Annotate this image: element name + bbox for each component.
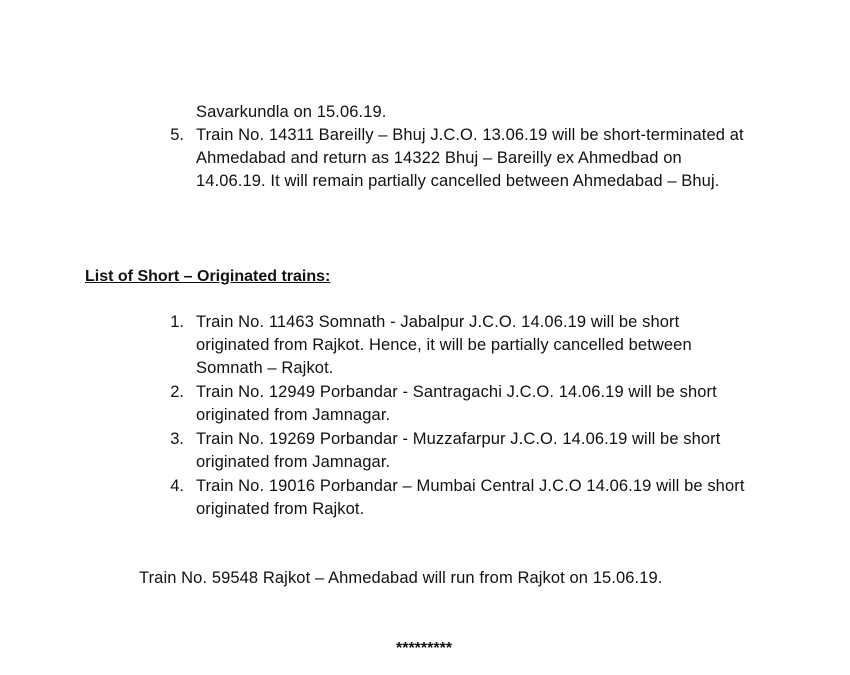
list-item-number: 1.	[170, 313, 184, 331]
list-item-number: 3.	[170, 430, 184, 448]
list-item-line: originated from Jamnagar.	[196, 406, 391, 424]
list-item-line: originated from Rajkot. Hence, it will be partially cancelled between	[196, 336, 692, 354]
list-item-line: originated from Rajkot.	[196, 500, 365, 518]
end-marker: *********	[396, 640, 453, 657]
continued-item-line: Savarkundla on 15.06.19.	[196, 103, 387, 121]
list-item-line: Train No. 14311 Bareilly – Bhuj J.C.O. 13.06.19 will be short-terminated at	[196, 126, 744, 144]
list-item-line: Train No. 19269 Porbandar - Muzzafarpur J.C.O. 14.06.19 will be short	[196, 430, 721, 448]
list-item-line: Somnath – Rajkot.	[196, 359, 334, 377]
list-item-line: 14.06.19. It will remain partially cancelled between Ahmedabad – Bhuj.	[196, 172, 720, 190]
section-heading: List of Short – Originated trains:	[85, 268, 331, 285]
list-item-line: Train No. 12949 Porbandar - Santragachi J.C.O. 14.06.19 will be short	[196, 383, 717, 401]
list-item-line: Ahmedabad and return as 14322 Bhuj – Bareilly ex Ahmedbad on	[196, 149, 682, 167]
list-item-line: Train No. 19016 Porbandar – Mumbai Central J.C.O 14.06.19 will be short	[196, 477, 745, 495]
note-paragraph: Train No. 59548 Rajkot – Ahmedabad will run from Rajkot on 15.06.19.	[139, 569, 663, 587]
list-item-number: 4.	[170, 477, 184, 495]
list-item-line: Train No. 11463 Somnath - Jabalpur J.C.O. 14.06.19 will be short	[196, 313, 680, 331]
list-item-number: 2.	[170, 383, 184, 401]
list-item-number: 5.	[170, 126, 184, 144]
list-item-line: originated from Jamnagar.	[196, 453, 391, 471]
